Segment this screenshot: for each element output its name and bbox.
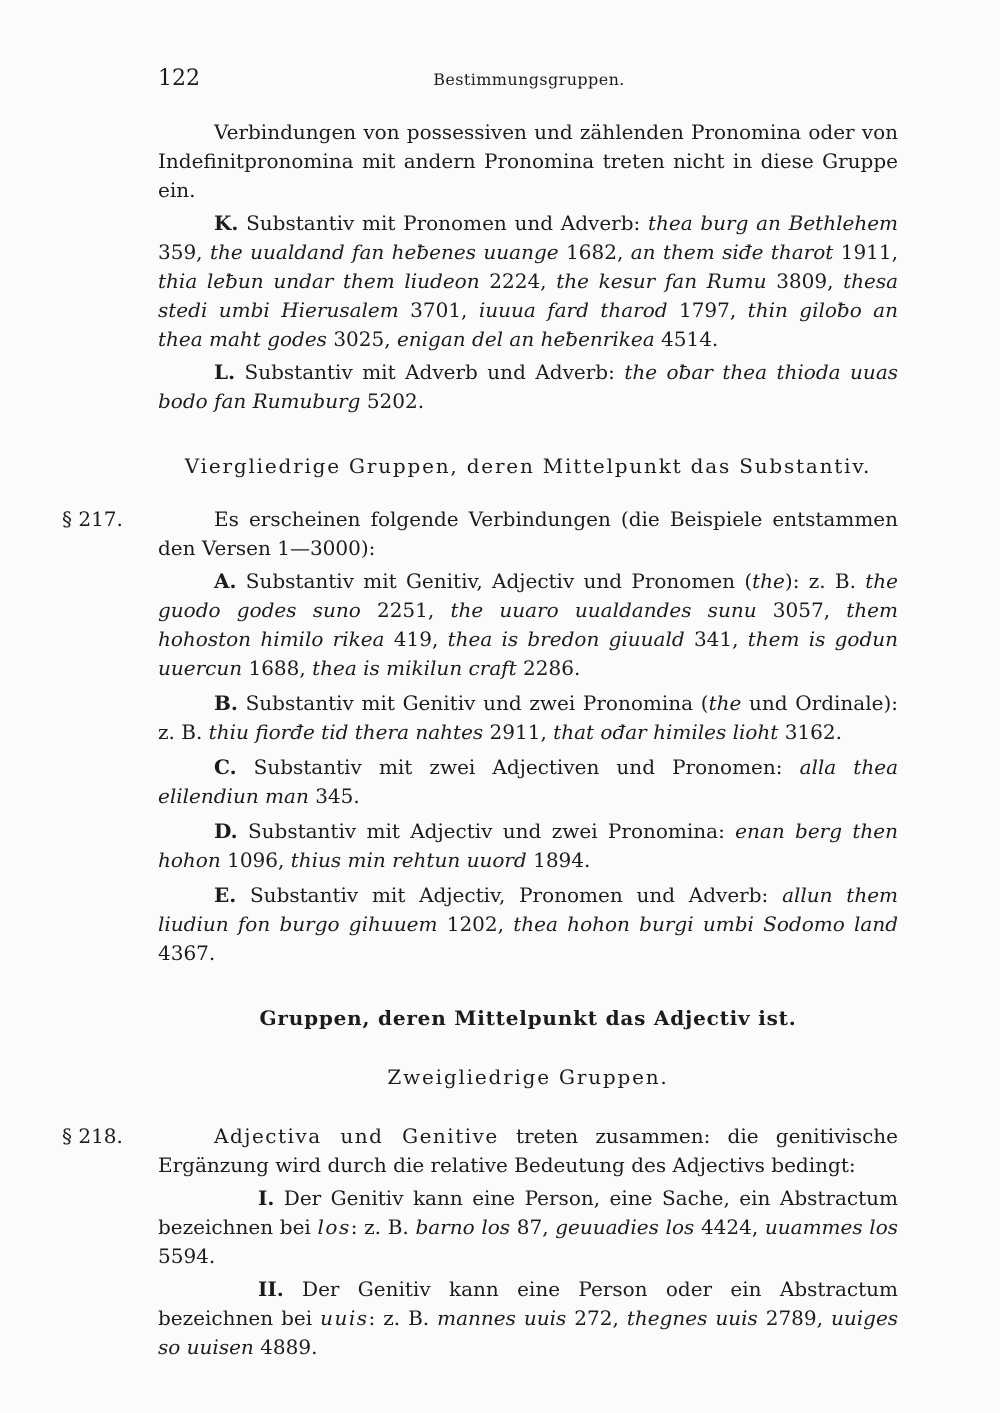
example-form: them is godun uuercun (158, 627, 899, 680)
example-citation (631, 240, 898, 264)
example-form: the guodo godes suno (158, 569, 898, 622)
example-citation (437, 1306, 619, 1330)
example-form: thesa stedi umbi Hierusalem (158, 269, 899, 322)
example-form: uuiges so uuisen (158, 1306, 899, 1359)
verse-number: 2789, (765, 1306, 823, 1330)
verse-number: 1797, (678, 298, 737, 322)
verse-number: 272, (574, 1306, 619, 1330)
example-form: thea burg an Bethlehem (647, 211, 899, 235)
verse-number: 4367. (158, 941, 216, 965)
intro-paragraph: Verbindungen von possessiven und zählenden Pronomina oder von Indefinitpronomina mit andern Pronomina treten nicht in diese Gruppe ein. (158, 120, 898, 202)
item-label-E: E. (214, 883, 237, 907)
paragraph-E (158, 881, 898, 968)
section-218-text: treten zusammen: die genitivische Ergänzung wird durch die relative Bedeutung des Adjectivs bedingt: (158, 1124, 898, 1177)
page-number: 122 (158, 66, 200, 91)
item-lead-I: Der Genitiv kann eine Person, eine Sache, ein Abstractum bezeichnen bei (158, 1186, 898, 1239)
example-citation (479, 298, 736, 322)
verse-number: 1202, (446, 912, 504, 936)
example-form: thea is bredon giuuald (447, 627, 685, 651)
example-citation (158, 269, 547, 293)
example-form: iuuua fard tharod (478, 298, 668, 322)
example-form: enan berg then hohon (158, 819, 899, 872)
item-lead-B-end: und Ordinale): z. B. (158, 691, 899, 744)
example-citation (627, 1306, 823, 1330)
example-form: the uualdand fan heƀenes uuange (209, 240, 559, 264)
verse-number: 3162. (784, 720, 842, 744)
example-form: uuammes los (764, 1215, 899, 1239)
section-217-intro: Es erscheinen folgende Verbindungen (die Beispiele entstammen den Versen 1—3000): (158, 507, 898, 560)
item-zb-I: : z. B. (350, 1215, 409, 1239)
section-number-217: § 217. (62, 507, 123, 531)
item-lead-B: Substantiv mit Genitiv und zwei Pronomina ( (245, 691, 709, 715)
paragraph-I (158, 1184, 898, 1271)
verse-number: 1688, (248, 656, 306, 680)
verse-number: 2251, (376, 598, 435, 622)
example-form: thea hohon burgi umbi Sodomo land (513, 912, 899, 936)
example-form: thegnes uuis (626, 1306, 758, 1330)
example-form: the kesur fan Rumu (556, 269, 767, 293)
verse-number: 2286. (523, 656, 581, 680)
page-header (158, 66, 900, 98)
page-body (62, 118, 899, 1362)
item-label-L: L. (214, 360, 236, 384)
example-form: an them siđe tharot (630, 240, 834, 264)
verse-number: 419, (393, 627, 439, 651)
item-label-II: II. (258, 1277, 284, 1301)
example-citation (210, 240, 623, 264)
verse-number: 4514. (661, 327, 719, 351)
example-form: enigan del an heƀenrikea (396, 327, 655, 351)
verse-number: 5202. (366, 389, 425, 413)
example-form: thius min rehtun uuord (290, 848, 527, 872)
paragraph-K (158, 209, 898, 354)
verse-number: 4889. (260, 1335, 318, 1359)
item-label-B: B. (214, 691, 238, 715)
section-number-218: § 218. (62, 1124, 123, 1148)
verse-number: 2224, (489, 269, 547, 293)
item-lead-L: Substantiv mit Adverb und Adverb: (244, 360, 615, 384)
verse-number: 2911, (489, 720, 547, 744)
paragraph-L (158, 358, 898, 416)
example-form: thia leƀun undar them liudeon (158, 269, 480, 293)
example-form: thiu fiorđe tid thera nahtes (208, 720, 484, 744)
example-form: thea is mikilun craft (312, 656, 517, 680)
item-lead-K: Substantiv mit Pronomen und Adverb: (246, 211, 641, 235)
item-lead-C: Substantiv mit zwei Adjectiven und Pronomen: (253, 755, 783, 779)
verse-number: 3025, (333, 327, 391, 351)
example-citation (397, 327, 718, 351)
example-form: barno los (415, 1215, 511, 1239)
example-form: alla thea elilendiun man (158, 755, 898, 808)
example-citation (415, 1215, 548, 1239)
item-label-K: K. (214, 211, 239, 235)
verse-number: 345. (315, 784, 360, 808)
verse-number: 3809, (776, 269, 834, 293)
section-217 (62, 505, 899, 968)
example-citation (209, 720, 547, 744)
item-lead-A: Substantiv mit Genitiv, Adjectiv und Pronomen ( (245, 569, 753, 593)
item-label-A: A. (214, 569, 237, 593)
example-citation (291, 848, 591, 872)
keyword-los: los (317, 1215, 351, 1239)
example-form: mannes uuis (437, 1306, 567, 1330)
paragraph-B (158, 689, 898, 747)
paragraph-C (158, 753, 898, 811)
example-form: thin giloƀo an thea maht godes (158, 298, 898, 351)
running-title: Bestimmungsgruppen. (433, 70, 625, 89)
paragraph-A (158, 567, 898, 683)
example-citation (448, 627, 739, 651)
paragraph-II (158, 1275, 898, 1362)
verse-number: 341, (693, 627, 739, 651)
example-citation (555, 1215, 758, 1239)
verse-number: 1911, (840, 240, 898, 264)
example-form: allun them liudiun fon burgo gihuuem (158, 883, 899, 936)
item-lead-B-italic: the (708, 691, 742, 715)
verse-number: 87, (516, 1215, 549, 1239)
verse-number: 4424, (700, 1215, 759, 1239)
example-form: the uuaro uualdandes sunu (450, 598, 757, 622)
item-label-I: I. (258, 1186, 275, 1210)
example-form: that ođar himiles lioht (553, 720, 779, 744)
verse-number: 3701, (410, 298, 468, 322)
item-lead-A-italic: the (752, 569, 785, 593)
verse-number: 1894. (533, 848, 591, 872)
section-218-intro (158, 1122, 898, 1180)
example-citation (312, 656, 580, 680)
examples-B (209, 720, 842, 744)
example-citation (556, 269, 833, 293)
paragraph-D (158, 817, 898, 875)
item-label-C: C. (214, 755, 237, 779)
heading-viergliedrige: Viergliedrige Gruppen, deren Mittelpunkt das Substantiv. (184, 454, 872, 478)
section-218 (62, 1122, 899, 1362)
verse-number: 3057, (772, 598, 831, 622)
heading-zweigliedrige: Zweigliedrige Gruppen. (387, 1065, 669, 1089)
example-form: them hohoston himilo rikea (158, 598, 898, 651)
verse-number: 5594. (158, 1244, 216, 1268)
item-lead-II: Der Genitiv kann eine Person oder ein Abstractum bezeichnen bei (158, 1277, 898, 1330)
example-form: geuuadies los (555, 1215, 695, 1239)
item-lead-D: Substantiv mit Adjectiv und zwei Pronomina: (247, 819, 725, 843)
heading-adjectiv: Gruppen, deren Mittelpunkt das Adjectiv ist. (259, 1006, 797, 1030)
item-lead-E: Substantiv mit Adjectiv, Pronomen und Adverb: (249, 883, 769, 907)
item-label-D: D. (214, 819, 238, 843)
item-lead-A-end: ): z. B. (784, 569, 856, 593)
verse-number: 1096, (227, 848, 285, 872)
item-zb-II: : z. B. (368, 1306, 430, 1330)
keyword-uuis: uuis (320, 1306, 369, 1330)
example-citation (553, 720, 842, 744)
verse-number: 359, (158, 240, 203, 264)
example-citation (450, 598, 830, 622)
example-form: the oƀar thea thioda uuas bodo fan Rumuburg (158, 360, 899, 413)
verse-number: 1682, (566, 240, 624, 264)
section-218-spaced-term: Adjectiva und Genitive (214, 1124, 499, 1148)
